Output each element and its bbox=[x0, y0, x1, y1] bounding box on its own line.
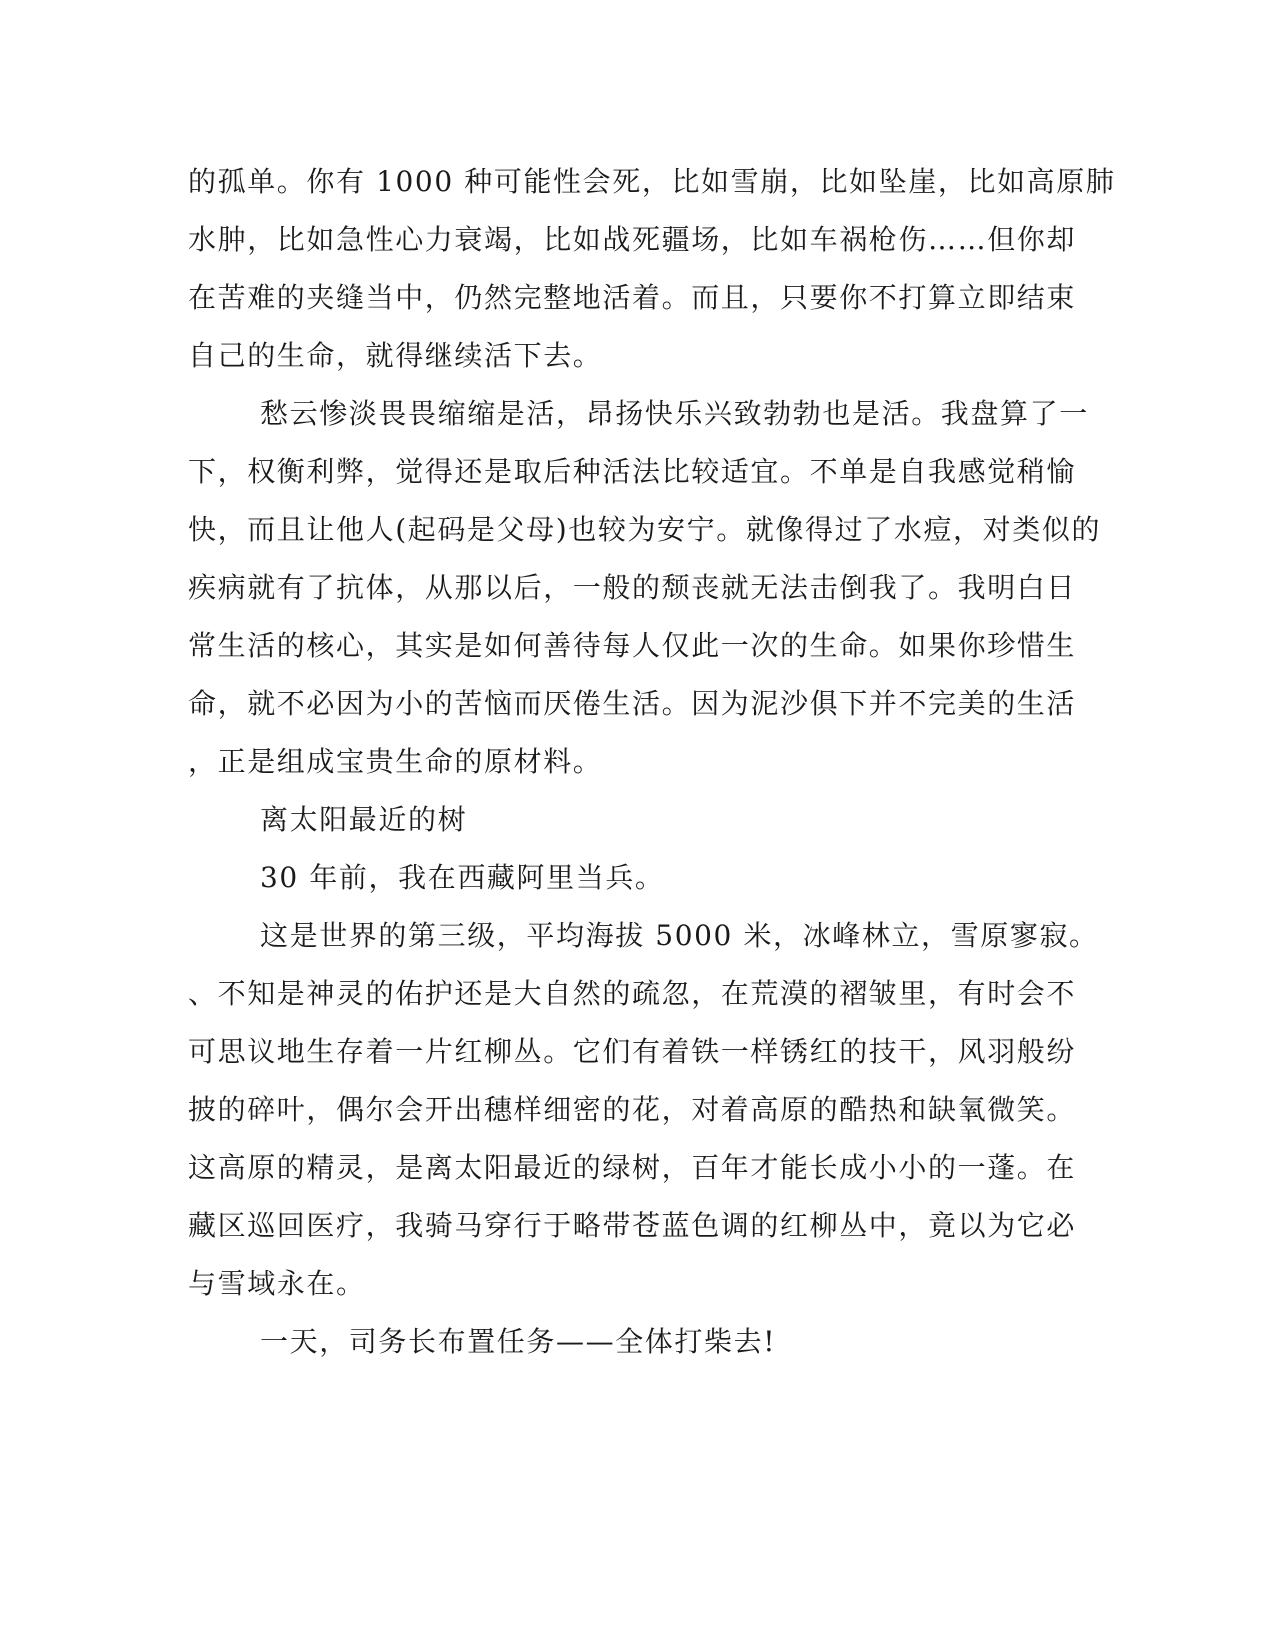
paragraph-line-17: 披的碎叶，偶尔会开出穗样细密的花，对着高原的酷热和缺氧微笑。 bbox=[188, 1093, 1077, 1126]
paragraph-line-20: 与雪域永在。 bbox=[188, 1267, 366, 1300]
paragraph-line-14: 这是世界的第三级，平均海拔 5000 米，冰峰林立，雪原寥寂。 bbox=[260, 919, 1099, 952]
paragraph-line-2: 水肿，比如急性心力衰竭，比如战死疆场，比如车祸枪伤……但你却 bbox=[188, 223, 1077, 256]
paragraph-line-11: ，正是组成宝贵生命的原材料。 bbox=[188, 745, 603, 778]
paragraph-line-21: 一天，司务长布置任务——全体打柴去! bbox=[260, 1325, 777, 1358]
paragraph-line-10: 命，就不必因为小的苦恼而厌倦生活。因为泥沙俱下并不完美的生活 bbox=[188, 687, 1077, 720]
paragraph-line-16: 可思议地生存着一片红柳丛。它们有着铁一样锈红的技干，风羽般纷 bbox=[188, 1035, 1077, 1068]
section-title: 离太阳最近的树 bbox=[260, 803, 468, 836]
paragraph-line-18: 这高原的精灵，是离太阳最近的绿树，百年才能长成小小的一蓬。在 bbox=[188, 1151, 1077, 1184]
paragraph-line-1: 的孤单。你有 1000 种可能性会死，比如雪崩，比如坠崖，比如高原肺 bbox=[188, 165, 1116, 198]
paragraph-line-8: 疾病就有了抗体，从那以后，一般的颓丧就无法击倒我了。我明白日 bbox=[188, 571, 1077, 604]
paragraph-line-13: 30 年前，我在西藏阿里当兵。 bbox=[260, 861, 665, 894]
paragraph-line-7: 快，而且让他人(起码是父母)也较为安宁。就像得过了水痘，对类似的 bbox=[188, 513, 1102, 546]
paragraph-line-9: 常生活的核心，其实是如何善待每人仅此一次的生命。如果你珍惜生 bbox=[188, 629, 1077, 662]
paragraph-line-6: 下，权衡利弊，觉得还是取后种活法比较适宜。不单是自我感觉稍愉 bbox=[188, 455, 1077, 488]
paragraph-line-4: 自己的生命，就得继续活下去。 bbox=[188, 339, 603, 372]
paragraph-line-15: 、不知是神灵的佑护还是大自然的疏忽，在荒漠的褶皱里，有时会不 bbox=[188, 977, 1077, 1010]
paragraph-line-3: 在苦难的夹缝当中，仍然完整地活着。而且，只要你不打算立即结束 bbox=[188, 281, 1077, 314]
paragraph-line-19: 藏区巡回医疗，我骑马穿行于略带苍蓝色调的红柳丛中，竟以为它必 bbox=[188, 1209, 1077, 1242]
paragraph-line-5: 愁云惨淡畏畏缩缩是活，昂扬快乐兴致勃勃也是活。我盘算了一 bbox=[260, 397, 1089, 430]
